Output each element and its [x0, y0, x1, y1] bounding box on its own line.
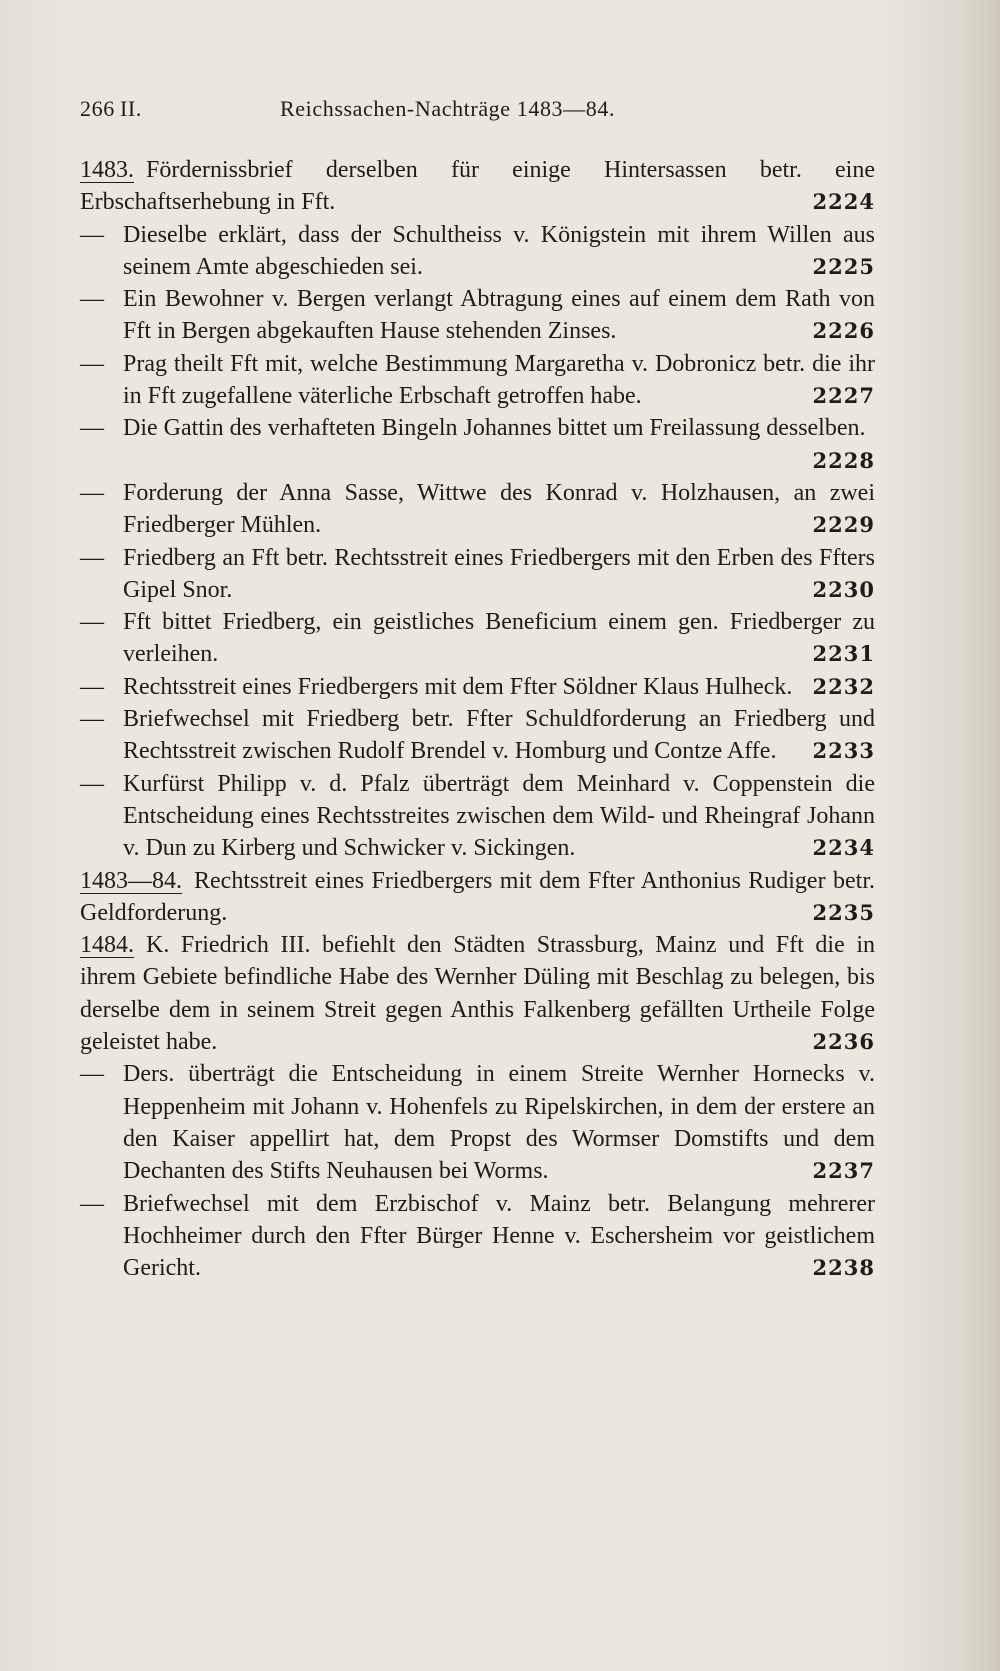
- ditto-dash: —: [80, 770, 104, 797]
- entry-number: 2226: [812, 318, 875, 344]
- register-entry: [80, 768, 875, 865]
- register-entry: [80, 477, 875, 542]
- entry-text: Briefwechsel mit dem Erzbischof v. Mainz betr. Belangung mehrerer Hochheimer durch den Ffter Bürger Henne v. Eschersheim vor geistlichem Gericht.: [123, 1190, 875, 1282]
- register-entry: [80, 606, 875, 671]
- ditto-dash: —: [80, 673, 104, 700]
- entry-number: 2232: [812, 673, 875, 699]
- ditto-dash: —: [80, 415, 104, 442]
- page-content: [80, 96, 875, 1284]
- ditto-dash: —: [80, 1061, 104, 1088]
- entry-number: 2231: [812, 641, 875, 667]
- ditto-dash: —: [80, 350, 104, 377]
- entry-number: 2230: [812, 576, 875, 602]
- entry-text: Fft bittet Friedberg, ein geistliches Beneficium einem gen. Friedberger zu verleihen.: [123, 609, 875, 668]
- section-number: II.: [120, 96, 142, 121]
- entry-text: Rechtsstreit eines Friedbergers mit dem Ffter Anthonius Rudiger betr. Geldforderung.: [80, 867, 875, 926]
- register-entry: [80, 348, 875, 413]
- entry-number: 2235: [812, 899, 875, 925]
- entry-text: Ders. überträgt die Entscheidung in einem Streite Wernher Hornecks v. Heppenheim mit Johann v. Hohenfels zu Ripelskirchen, in dem der erstere an den Kaiser appellirt hat, dem Propst des Wormser Domstifts und dem Dechanten des Stifts Neuhausen bei Worms.: [123, 1061, 875, 1185]
- entry-text: Fördernissbrief derselben für einige Hintersassen betr. eine Erbschaftserhebung in Fft.: [80, 157, 875, 216]
- register-entry: [80, 671, 875, 703]
- entry-number: 2234: [812, 835, 875, 861]
- register-entry: [80, 542, 875, 607]
- register-entry: [80, 1188, 875, 1285]
- register-entry: [80, 283, 875, 348]
- running-head: [80, 96, 875, 136]
- entry-number: 2233: [812, 738, 875, 764]
- register-entry: [80, 412, 875, 477]
- entry-text: Ein Bewohner v. Bergen verlangt Abtragung eines auf einem dem Rath von Fft in Bergen abgekauften Hause stehenden Zinses.: [123, 286, 875, 345]
- ditto-dash: —: [80, 706, 104, 733]
- ditto-dash: —: [80, 286, 104, 313]
- entry-year: 1484.: [80, 932, 134, 959]
- entry-text: Friedberg an Fft betr. Rechtsstreit eines Friedbergers mit den Erben des Ffters Gipel Snor.: [123, 544, 875, 603]
- register-entry: [80, 1058, 875, 1187]
- register-entry: [80, 219, 875, 284]
- page-number: 266: [80, 96, 115, 121]
- register-entry: [80, 154, 875, 219]
- entry-number: 2227: [812, 383, 875, 409]
- entry-text: Kurfürst Philipp v. d. Pfalz überträgt dem Meinhard v. Coppenstein die Entscheidung eines Rechtsstreites zwischen dem Wild- und Rheingraf Johann v. Dun zu Kirberg und Schwicker v. Sickingen.: [123, 770, 875, 862]
- entry-number: 2238: [812, 1255, 875, 1281]
- entry-text: Dieselbe erklärt, dass der Schultheiss v. Königstein mit ihrem Willen aus seinem Amte abgeschieden sei.: [123, 221, 875, 280]
- ditto-dash: —: [80, 221, 104, 248]
- ditto-dash: —: [80, 544, 104, 571]
- entry-number: 2228: [812, 447, 875, 473]
- ditto-dash: —: [80, 479, 104, 506]
- entry-number: 2229: [812, 512, 875, 538]
- ditto-dash: —: [80, 609, 104, 636]
- entry-number: 2225: [812, 253, 875, 279]
- entry-text: Briefwechsel mit Friedberg betr. Ffter Schuldforderung an Friedberg und Rechtsstreit zwischen Rudolf Brendel v. Homburg und Contze Affe.: [123, 706, 875, 765]
- entry-text: K. Friedrich III. befiehlt den Städten Strassburg, Mainz und Fft die in ihrem Gebiete befindliche Habe des Wernher Düling mit Beschlag zu belegen, bis derselbe dem in seinem Streit gegen Anthis Falkenberg gefällten Urtheile Folge geleistet habe.: [80, 932, 875, 1056]
- entry-year: 1483.: [80, 157, 134, 183]
- entry-number: 2237: [812, 1158, 875, 1184]
- entry-number: 2236: [812, 1029, 875, 1055]
- entry-text: Forderung der Anna Sasse, Wittwe des Konrad v. Holzhausen, an zwei Friedberger Mühlen.: [123, 479, 875, 539]
- running-title: Reichssachen-Nachträge 1483—84.: [280, 96, 616, 121]
- register-entry: [80, 929, 875, 1058]
- entry-text: Rechtsstreit eines Friedbergers mit dem Ffter Söldner Klaus Hulheck.: [123, 673, 793, 700]
- register-entry: [80, 703, 875, 768]
- ditto-dash: —: [80, 1190, 104, 1217]
- entry-year: 1483—84.: [80, 867, 182, 894]
- entry-number: 2224: [812, 189, 875, 215]
- entry-text: Die Gattin des verhafteten Bingeln Johannes bittet um Freilassung desselben.: [123, 415, 866, 442]
- entry-list: [80, 154, 875, 1284]
- entry-text: Prag theilt Fft mit, welche Bestimmung Margaretha v. Dobronicz betr. die ihr in Fft zugefallene väterliche Erbschaft getroffen habe.: [123, 350, 875, 410]
- register-entry: [80, 865, 875, 930]
